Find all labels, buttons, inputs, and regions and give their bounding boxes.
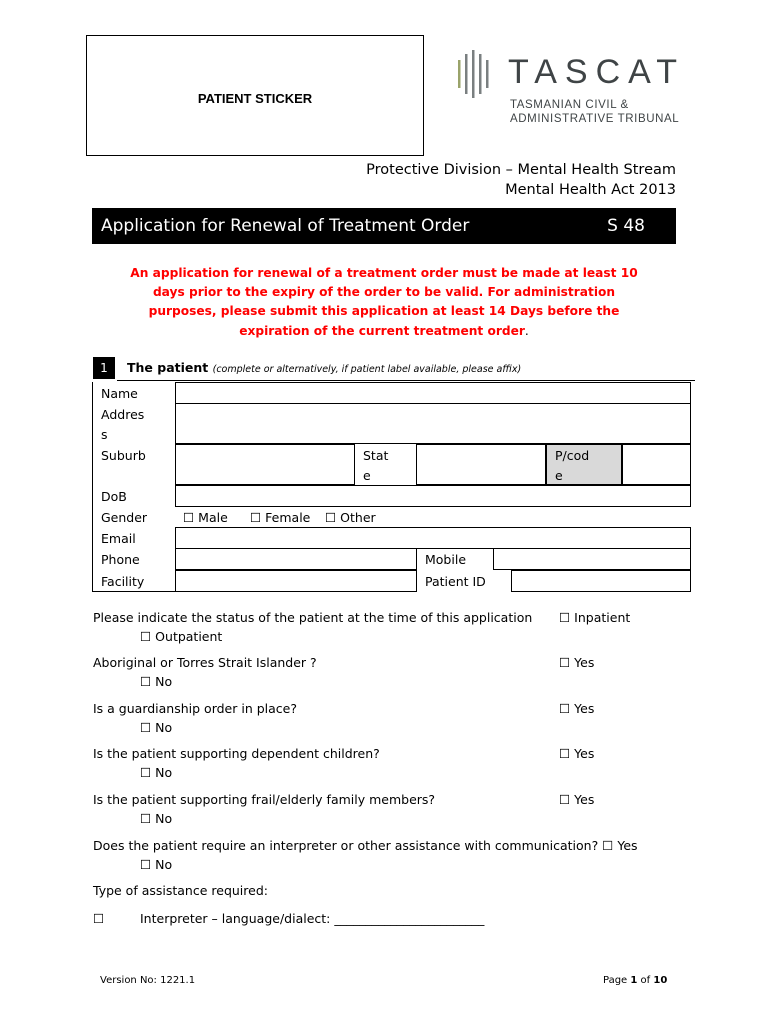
address-field[interactable]: [175, 403, 691, 444]
guardianship-no-checkbox[interactable]: ☐ No: [140, 720, 173, 735]
form-title: Application for Renewal of Treatment Order: [101, 216, 470, 236]
postcode-label-1: P/cod: [555, 448, 590, 463]
gender-female-checkbox[interactable]: ☐ Female: [250, 510, 311, 525]
dob-label: DoB: [101, 489, 127, 504]
section-title-text: The patient: [127, 360, 209, 375]
interpreter-checkbox[interactable]: ☐: [93, 911, 105, 926]
gender-male-checkbox[interactable]: ☐ Male: [183, 510, 228, 525]
aboriginal-question: Aboriginal or Torres Strait Islander ?: [93, 655, 317, 670]
notice-line2: days prior to the expiry of the order to be valid. For administration: [152, 285, 616, 300]
elderly-yes-checkbox[interactable]: ☐ Yes: [559, 792, 595, 807]
patient-id-label: Patient ID: [425, 574, 486, 589]
outpatient-checkbox[interactable]: ☐ Outpatient: [140, 629, 223, 644]
address-label-1: Addres: [101, 407, 145, 422]
email-label: Email: [101, 531, 136, 546]
postcode-field[interactable]: [622, 444, 691, 485]
inpatient-checkbox[interactable]: ☐ Inpatient: [559, 610, 631, 625]
state-field[interactable]: [416, 444, 546, 485]
page-current: 1: [630, 975, 638, 986]
gender-other-checkbox[interactable]: ☐ Other: [325, 510, 376, 525]
gender-row-rule: [175, 506, 691, 528]
address-label-2: s: [101, 427, 108, 442]
state-label: [363, 446, 388, 486]
renewal-notice: [92, 264, 676, 341]
guardianship-yes-checkbox[interactable]: ☐ Yes: [559, 701, 595, 716]
state-label-1: Stat: [363, 448, 389, 463]
phone-field[interactable]: [175, 548, 417, 570]
page-of: of: [637, 975, 654, 986]
label-column-border: [92, 382, 176, 592]
table-bottom-rule: [92, 591, 176, 592]
interpreter-language-line[interactable]: Interpreter – language/dialect: ________________________: [140, 911, 485, 926]
division-line1: Protective Division – Mental Health Stream: [366, 162, 676, 178]
dependents-no-checkbox[interactable]: ☐ No: [140, 765, 173, 780]
tascat-logo-text: TASCAT: [508, 53, 686, 91]
phone-label: Phone: [101, 552, 140, 567]
notice-line3: purposes, please submit this application at least 14 Days before the: [148, 304, 620, 319]
logo-sub-line1: TASMANIAN CIVIL &: [510, 99, 629, 111]
logo-sub-line2: ADMINISTRATIVE TRIBUNAL: [510, 113, 680, 125]
guardianship-question: Is a guardianship order in place?: [93, 701, 297, 716]
assistance-type-label: Type of assistance required:: [93, 883, 268, 898]
dob-field[interactable]: [175, 485, 691, 507]
notice-line1: An application for renewal of a treatment order must be made at least 10: [130, 266, 638, 280]
page-number: [603, 975, 667, 986]
patient-sticker-label: PATIENT STICKER: [197, 91, 313, 106]
aboriginal-no-checkbox[interactable]: ☐ No: [140, 674, 173, 689]
page-prefix: Page: [603, 975, 631, 986]
dependents-yes-checkbox[interactable]: ☐ Yes: [559, 746, 595, 761]
tascat-logo-subtitle: [510, 98, 679, 126]
section-rule: [117, 380, 695, 381]
mobile-field[interactable]: [493, 548, 691, 570]
page-total: 10: [653, 975, 668, 986]
aboriginal-yes-checkbox[interactable]: ☐ Yes: [559, 655, 595, 670]
elderly-question: Is the patient supporting frail/elderly family members?: [93, 792, 436, 807]
suburb-label: Suburb: [101, 448, 146, 463]
name-label: Name: [101, 386, 138, 401]
notice-line4-text: expiration of the current treatment order: [239, 323, 525, 338]
notice-line4-end: .: [524, 323, 529, 338]
interpreter-no-checkbox[interactable]: ☐ No: [140, 857, 173, 872]
patient-id-field[interactable]: [511, 570, 691, 592]
state-label-2: e: [363, 468, 371, 483]
postcode-label: [555, 446, 589, 486]
division-line2: Mental Health Act 2013: [505, 182, 676, 198]
division-heading: [366, 160, 676, 200]
section-title: [127, 360, 521, 375]
section-note: (complete or alternatively, if patient label available, please affix): [212, 364, 522, 375]
facility-label: Facility: [101, 574, 145, 589]
status-question: Please indicate the status of the patient at the time of this application: [93, 610, 533, 625]
tascat-logo-icon: [458, 50, 498, 98]
form-title-bar: [92, 208, 676, 244]
suburb-field[interactable]: [175, 444, 355, 485]
facility-field[interactable]: [175, 570, 417, 592]
dependents-question: Is the patient supporting dependent children?: [93, 746, 380, 761]
postcode-label-2: e: [555, 468, 563, 483]
patient-sticker-box: [86, 35, 424, 156]
notice-line4: [92, 322, 676, 341]
mobile-label: Mobile: [425, 552, 467, 567]
email-field[interactable]: [175, 527, 691, 549]
name-field[interactable]: [175, 382, 691, 404]
elderly-no-checkbox[interactable]: ☐ No: [140, 811, 173, 826]
section-number: 1: [93, 357, 115, 379]
version-number: Version No: 1221.1: [100, 975, 196, 986]
form-section-ref: S 48: [607, 216, 645, 236]
gender-label: Gender: [101, 510, 148, 525]
interpreter-question[interactable]: Does the patient require an interpreter or other assistance with communication? ☐ Yes: [93, 838, 638, 853]
